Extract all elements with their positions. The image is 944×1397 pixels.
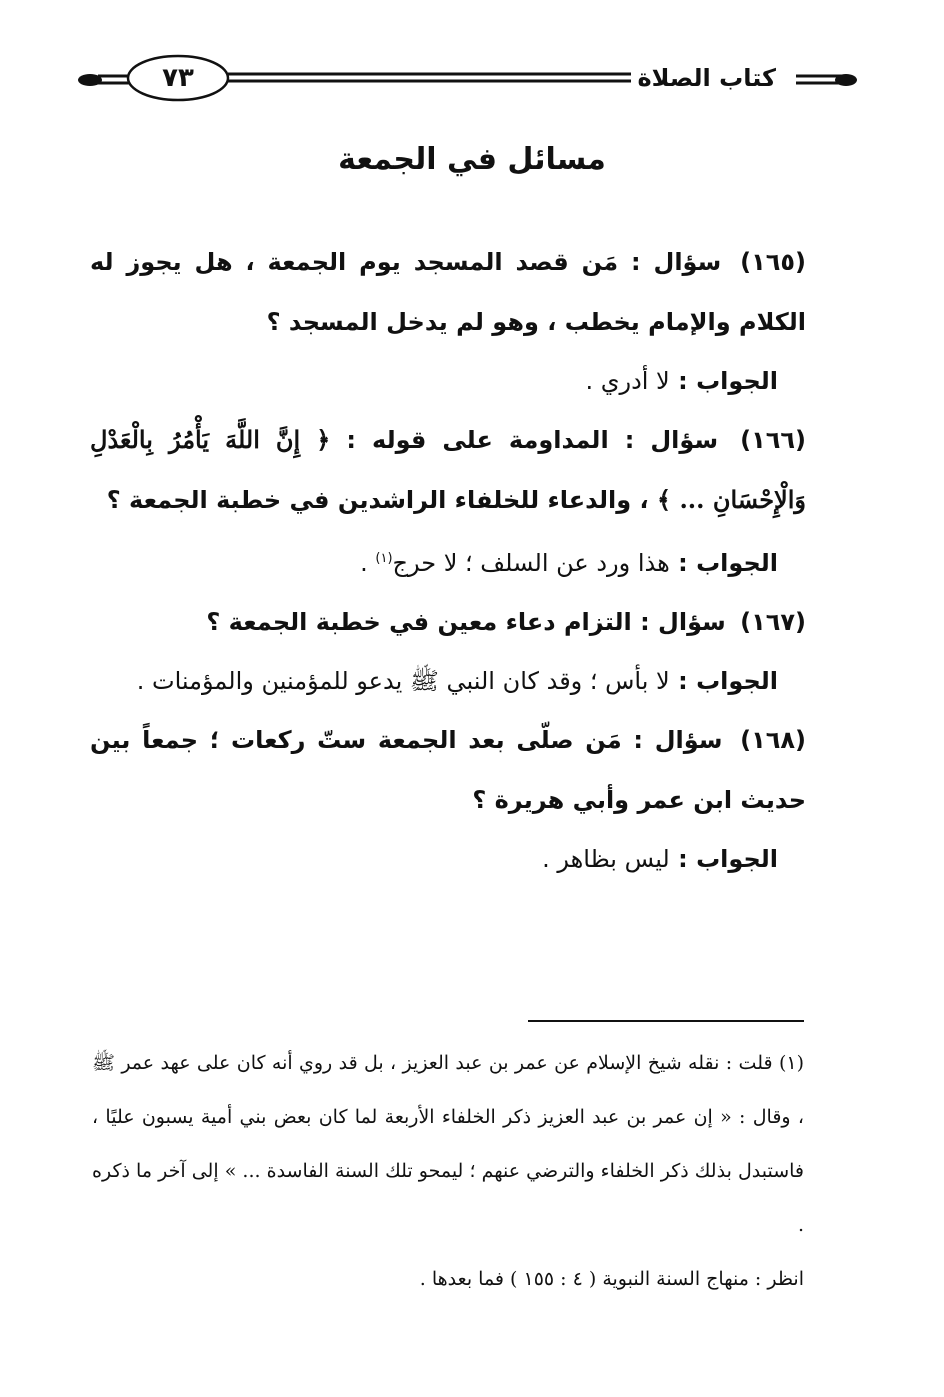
question-item-166 xyxy=(90,410,806,592)
page-header xyxy=(78,50,858,110)
question-item-168 xyxy=(90,710,806,888)
footnote-reference[interactable]: (١) xyxy=(375,551,393,566)
question-text: سؤال : التزام دعاء معين في خطبة الجمعة ؟ xyxy=(206,608,726,636)
footnote-reference-source: انظر : منهاج السنة النبوية ( ٤ : ١٥٥ ) فما بعدها . xyxy=(419,1268,804,1290)
question xyxy=(90,232,806,352)
question-text: سؤال : المداومة على قوله : xyxy=(346,426,719,454)
questions-list xyxy=(90,232,806,888)
question xyxy=(90,592,806,652)
footnote-separator xyxy=(528,1020,804,1022)
answer xyxy=(90,830,806,888)
answer-label: الجواب : xyxy=(678,367,778,395)
answer-text: لا بأس ؛ وقد كان النبي ﷺ يدعو للمؤمنين والمؤمنات . xyxy=(136,667,670,695)
answer-text: ليس بظاهر . xyxy=(542,845,670,873)
question-number: (١٦٧) xyxy=(740,608,806,636)
answer xyxy=(90,530,806,592)
question-number: (١٦٨) xyxy=(740,726,806,754)
answer xyxy=(90,652,806,710)
footnotes xyxy=(92,1036,804,1306)
question xyxy=(90,410,806,530)
question-number: (١٦٦) xyxy=(740,426,806,454)
answer xyxy=(90,352,806,410)
question-number: (١٦٥) xyxy=(740,248,806,276)
answer-text: لا أدري . xyxy=(585,367,670,395)
answer-label: الجواب : xyxy=(678,845,778,873)
quran-verse: ﴿ إِنَّ اللَّهَ يَأْمُرُ بِالْعَدْلِ وَالْإِحْسَانِ ... ﴾ xyxy=(90,425,806,514)
page-number: ٧٣ xyxy=(162,63,194,93)
question xyxy=(90,710,806,830)
question-item-167 xyxy=(90,592,806,710)
question-text: سؤال : مَن قصد المسجد يوم الجمعة ، هل يجوز له الكلام والإمام يخطب ، وهو لم يدخل المسجد ؟ xyxy=(90,248,806,336)
answer-text-end: . xyxy=(360,549,376,577)
answer-label: الجواب : xyxy=(678,549,778,577)
question-item-165 xyxy=(90,232,806,410)
question-text-continued: ، والدعاء للخلفاء الراشدين في خطبة الجمعة ؟ xyxy=(106,486,649,514)
question-text: سؤال : مَن صلّى بعد الجمعة ستّ ركعات ؛ جمعاً بين حديث ابن عمر وأبي هريرة ؟ xyxy=(90,726,806,814)
footnote-1: (١) قلت : نقله شيخ الإسلام عن عمر بن عبد العزيز ، بل قد روي أنه كان على عهد عمر ﷺ ، وقال : « إن عمر بن عبد العزيز ذكر الخلفاء الأربعة لما كان بعض بني أمية يسبون عليًا ، فاستبدل بذلك ذكر الخلفاء والترضي عنهم ؛ ليمحو تلك السنة الفاسدة ... » إلى آخر ما ذكره . xyxy=(92,1052,804,1236)
answer-label: الجواب : xyxy=(678,667,778,695)
book-title: كتاب الصلاة xyxy=(631,60,782,96)
section-title: مسائل في الجمعة xyxy=(338,142,606,177)
answer-text: هذا ورد عن السلف ؛ لا حرج xyxy=(392,549,670,577)
